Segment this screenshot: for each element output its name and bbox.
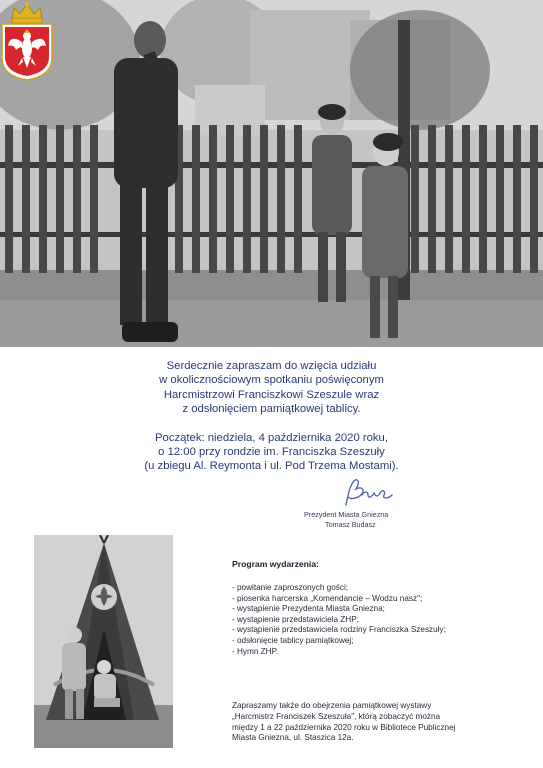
event-location-line: (u zbiegu Al. Reymonta i ul. Pod Trzema Mostami).	[144, 460, 399, 473]
signature-block	[300, 475, 460, 535]
event-program	[232, 559, 532, 657]
invitation-line: w okolicznościowym spotkaniu poświęconym	[159, 374, 384, 387]
event-place-line: o 12:00 przy rondzie im. Franciszka Szeszuły	[158, 446, 385, 459]
program-item: - odsłonięcie tablicy pamiątkowej;	[232, 635, 354, 645]
photo-scene	[0, 0, 543, 347]
signature-name: Tomasz Budasz	[325, 520, 376, 529]
exhibition-line: „Harcmistrz Franciszek Szeszuła", którą zobaczyć można	[232, 711, 441, 721]
exhibition-note	[232, 701, 532, 744]
invitation-text	[60, 359, 483, 474]
program-list	[232, 583, 532, 657]
exhibition-line: Zapraszamy także do obejrzenia pamiątkowej wystawy	[232, 701, 432, 710]
exhibition-line: Miasta Gniezna, ul. Staszica 12a.	[232, 733, 354, 743]
program-item: - wystąpienie przedstawiciela ZHP;	[232, 614, 359, 624]
program-heading: Program wydarzenia:	[232, 559, 319, 569]
bottom-photo-scout-tent	[34, 535, 173, 748]
invitation-line: Serdecznie zapraszam do wzięcia udziału	[166, 360, 377, 372]
gniezno-coat-of-arms-icon	[0, 0, 54, 82]
invitation-line: z odsłonięciem pamiątkowej tablicy.	[182, 403, 361, 416]
exhibition-line: między 1 a 22 października 2020 roku w Bibliotece Publicznej	[232, 722, 456, 732]
program-item: - Hymn ZHP.	[232, 646, 279, 656]
top-photo-scout-salute	[0, 0, 543, 347]
signature-title: Prezydent Miasta Gniezna	[304, 510, 389, 519]
event-start-line: Początek: niedziela, 4 października 2020 roku,	[155, 431, 388, 444]
tent-scene	[34, 535, 173, 748]
program-item: - wystąpienie przedstawiciela rodziny Franciszka Szeszuły;	[232, 625, 446, 635]
program-item: - wystąpienie Prezydenta Miasta Gniezna;	[232, 604, 385, 614]
handwritten-signature	[340, 475, 400, 509]
program-item: - powitanie zaproszonych gości;	[232, 583, 349, 592]
program-item: - piosenka harcerska „Komendancie – Wodzu nasz";	[232, 593, 423, 603]
invitation-line: Harcmistrzowi Franciszkowi Szeszule wraz	[163, 388, 380, 401]
